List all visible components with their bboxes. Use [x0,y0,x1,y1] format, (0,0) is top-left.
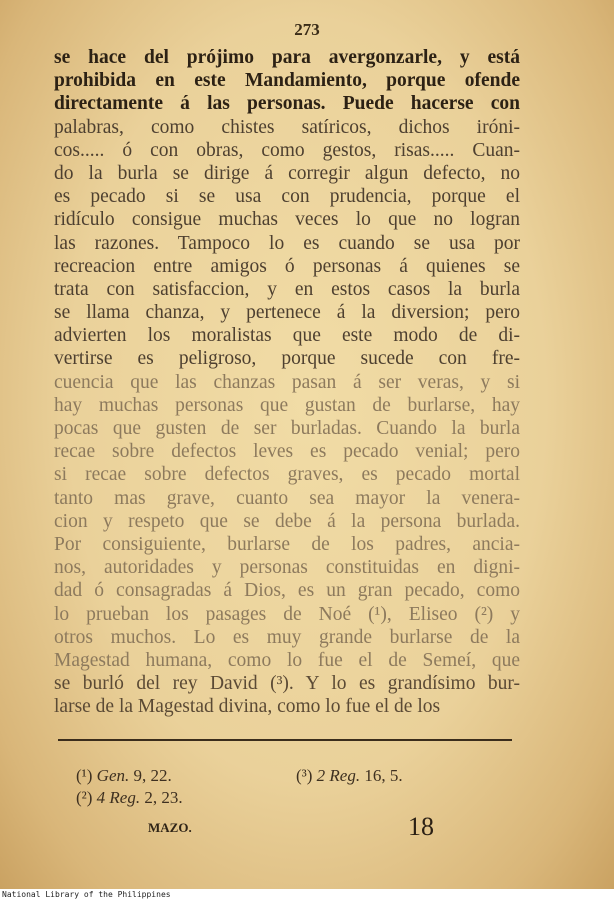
text-line: larse de la Magestad divina, como lo fue el de los [54,696,441,718]
footnote-location: 16, 5. [364,766,403,785]
text-line: Magestad humana, como lo fue el de Semeí, que [54,649,520,671]
text-line: vertirse es peligroso, porque sucede con fre- [54,348,520,370]
sheet-number: 18 [408,812,434,841]
footnote-2 [76,788,183,808]
text-line: cos..... ó con obras, como gestos, risas..... Cuan- [54,139,520,161]
text-line: recreacion entre amigos ó personas á quienes se [54,255,520,277]
footnote-reference: Gen. [96,766,130,785]
text-line: trata con satisfaccion, y en estos casos la burla [54,278,520,300]
text-line: se burló del rey David (³). Y lo es grandísimo bur- [54,673,520,695]
text-line: es pecado si se usa con prudencia, porque el [54,186,520,208]
text-line: se hace del prójimo para avergonzarle, y está [54,47,520,68]
body-text [54,46,520,718]
text-line: hay muchas personas que gustan de burlarse, hay [54,394,520,416]
text-line: advierten los moralistas que este modo de di- [54,325,520,347]
footnote-reference: 2 Reg. [316,766,361,785]
footnote-divider [58,739,512,741]
library-credit: National Library of the Philippines [2,890,171,899]
text-line: lo prueban los pasages de Noé (¹), Eliseo (²) y [54,603,520,625]
footnote-mark: (¹) [76,766,93,785]
footnote-mark: (³) [296,766,313,785]
text-line: tanto mas grave, cuanto sea mayor la venera- [54,487,520,509]
footnote-reference: 4 Reg. [96,788,141,807]
text-line: recae sobre defectos leves es pecado venial; pero [54,441,520,463]
text-line: Por consiguiente, burlarse de los padres, ancia- [54,533,520,555]
footnote-location: 2, 23. [144,788,183,807]
text-line: dad ó consagradas á Dios, es un gran pecado, como [54,580,520,602]
footnote-mark: (²) [76,788,93,807]
text-line: si recae sobre defectos graves, es pecado mortal [54,464,520,486]
text-line: las razones. Tampoco lo es cuando se usa por [54,232,520,254]
text-line: ridículo consigue muchas veces lo que no logran [54,209,520,231]
text-line: cion y respeto que se debe á la persona burlada. [54,510,520,532]
text-line: se llama chanza, y pertenece á la diversion; pero [54,302,520,324]
text-line: do la burla se dirige á corregir algun defecto, no [54,162,520,184]
text-line: cuencia que las chanzas pasan á ser veras, y si [54,371,520,393]
page-number: 273 [294,20,320,39]
footnote-location: 9, 22. [133,766,172,785]
text-line: pocas que gusten de ser burladas. Cuando la burla [54,418,520,439]
text-line: prohibida en este Mandamiento, porque ofende [54,70,520,92]
text-line: palabras, como chistes satíricos, dichos iróni- [54,116,520,138]
text-line: nos, autoridades y personas constituidas en digni- [54,557,520,579]
text-line: directamente á las personas. Puede hacerse con [54,93,520,115]
text-line: otros muchos. Lo es muy grande burlarse de la [54,626,520,648]
footnote-1 [76,766,172,786]
signature-mark: MAZO. [148,820,192,835]
footnote-3 [296,766,403,786]
